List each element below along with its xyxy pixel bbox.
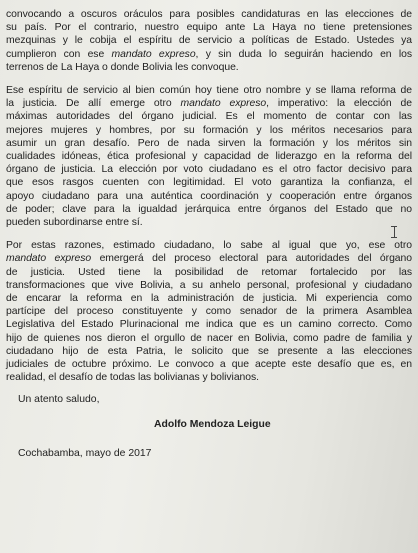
text-line: Por estas razones, estimado ciudadano, lo sabe al igual que yo, ese otro [6,240,412,252]
paragraph [6,84,412,229]
text-line: Legislativa del Estado Plurinacional me indica que es un camino correcto. Como [6,319,412,331]
text-line: realidad, el desafío de todas las bolivianas y bolivianos. [6,372,259,384]
text-line: apoyo ciudadano para una auténtica coordinación y cooperación entre órganos [6,190,412,202]
text-line: partícipe del proceso constituyente y como senador de la primera Asamblea [6,306,412,318]
text-line: Ese espíritu de servicio al bien común hoy tiene otro nombre y se llama reforma de [6,85,412,97]
letter-body [6,8,412,384]
text-line: la justicia. De allí emerge otro mandato expreso, imperativo: la elección de [6,98,412,110]
text-line: transformaciones que vive Bolivia, a su anhelo personal, profesional y ciudadano [6,279,412,291]
text-line: su país. Por el contrario, nuestro equipo ante La Haya no tiene pretensiones [6,22,412,34]
paragraph [6,8,412,74]
text-line: hijo de quienes nos dieron el orgullo de nacer en Bolivia, como padre de familia y [6,332,412,344]
signature-name: Adolfo Mendoza Leigue [154,419,271,431]
greeting: Un atento saludo, [18,394,100,406]
text-line: órgano de justicia. La elección por voto ciudadano es el otro factor decisivo para [6,164,412,176]
text-line: mezquinas y le cobija el espíritu de servicio a políticas de Estado. Ustedes ya [6,35,412,47]
text-line: de poder; clave para la igualdad jerárquica entre órganos del Estado que no [6,203,412,215]
text-line: máximas autoridades del órgano judicial. Es el momento de contar con las [6,111,412,123]
text-line: de justicia. Usted tiene la posibilidad de retomar fortalecido por las [6,266,412,278]
text-line: pueden subordinarse entre sí. [6,217,143,229]
text-line: que esos rasgos cuenten con legitimidad. El voto garantiza la confianza, el [6,177,412,189]
text-line: ciudadano hijo de esta Patria, le solicito que se presente a las elecciones [6,345,412,357]
text-line: mejores mujeres y hombres, por su formación y los méritos necesarios para [6,124,412,136]
text-line: de encarar la reforma en la administración de justicia. Mi experiencia como [6,293,412,305]
text-line: convocando a oscuros oráculos para posibles candidaturas en las elecciones de [6,9,412,20]
text-line: asumir un gran desafío. Pero de nada sirven la formación y los méritos sin [6,137,412,149]
text-line: judiciales de octubre próximo. Le convoco a que acepte este desafío que es, en [6,359,412,371]
text-line: mandato expreso emergerá del proceso electoral para autoridades del órgano [6,253,412,265]
text-line: cumplieron con ese mandato expreso, y sin duda lo seguirán haciendo en los [6,48,412,60]
text-line: terrenos de La Haya o donde Bolivia les convoque. [6,61,239,73]
paragraph [6,239,412,384]
text-cursor-icon [391,226,397,238]
place-date: Cochabamba, mayo de 2017 [18,448,152,460]
text-line: cualidades idóneas, ética profesional y capacidad de liderazgo en la reforma del [6,151,412,163]
